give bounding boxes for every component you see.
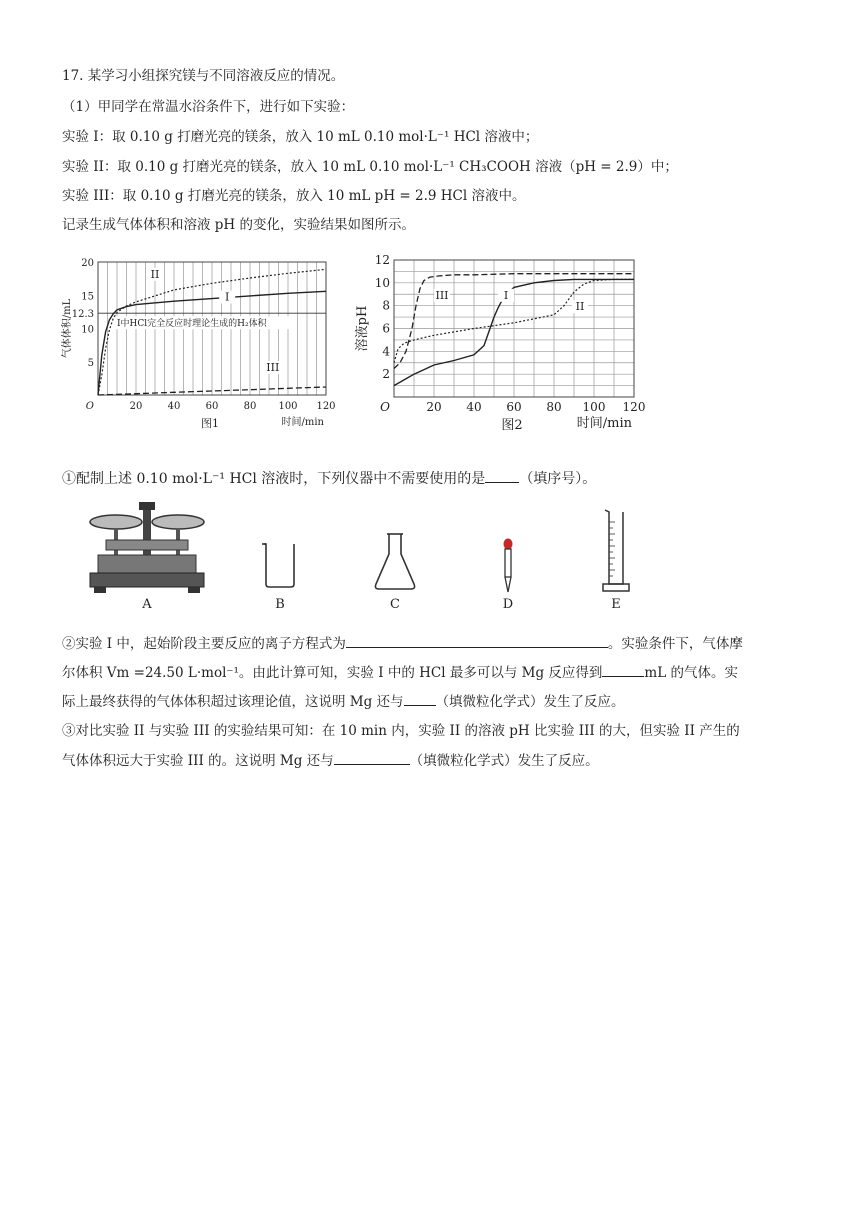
q1-answer-blank[interactable] (485, 468, 519, 483)
q2-text-a: ②实验 I 中，起始阶段主要反应的离子方程式为 (62, 636, 346, 652)
y-axis-title: 气体体积/mL (62, 298, 73, 359)
apparatus-label-e: E (611, 597, 621, 612)
x-axis-title: 时间/min (576, 416, 632, 431)
reference-annotation: I中HCl完全反应时理论生成的H₂体积 (117, 319, 267, 330)
y-tick-label: 8 (382, 298, 390, 313)
x-axis-title: 时间/min (281, 417, 324, 428)
q1-text: ①配制上述 0.10 mol·L⁻¹ HCl 溶液时，下列仪器中不需要使用的是 (62, 471, 486, 487)
origin-label: O (85, 401, 94, 412)
x-tick-label: 40 (167, 401, 181, 412)
series-label-ii: II (575, 300, 585, 314)
y-tick-label: 20 (81, 258, 94, 269)
series-label-ii: II (150, 267, 160, 281)
y-tick-label: 12 (374, 253, 390, 267)
q2-text-c: 尔体积 Vm =24.50 L·mol⁻¹。由此计算可知，实验 I 中的 HCl 最多可以与 Mg 反应得到 (62, 665, 603, 681)
series-label-iii: III (435, 288, 449, 302)
q2-equation-blank[interactable] (346, 633, 608, 648)
series-label-iii: III (266, 361, 280, 375)
figure-1-chart (60, 250, 350, 445)
y-tick-label: 10 (374, 275, 390, 290)
y-tick-label: 6 (382, 321, 390, 336)
x-tick-label: 120 (316, 401, 336, 412)
beaker-icon (260, 540, 300, 590)
figure-caption: 图2 (501, 418, 523, 433)
x-tick-label: 60 (506, 400, 522, 414)
experiment-2: 实验 II：取 0.10 g 打磨光亮的镁条，放入 10 mL 0.10 mol·L⁻¹ CH₃COOH 溶液（pH = 2.9）中； (62, 159, 678, 175)
apparatus-label-d: D (502, 597, 514, 612)
balance-icon (86, 500, 208, 595)
series-label-i: I (225, 290, 230, 304)
x-tick-label: 80 (546, 400, 562, 414)
experiment-3: 实验 III：取 0.10 g 打磨光亮的镁条，放入 10 mL pH = 2.9 HCl 溶液中。 (62, 188, 526, 204)
x-tick-label: 20 (426, 400, 442, 414)
origin-label: O (380, 400, 390, 414)
q2-text-b: 。实验条件下，气体摩 (607, 636, 743, 652)
y-tick-label: 10 (81, 324, 94, 336)
question-title: 17. 某学习小组探究镁与不同溶液反应的情况。 (62, 68, 345, 84)
y-tick-label: 5 (87, 357, 94, 369)
x-tick-label: 100 (278, 401, 298, 412)
q3-species-blank[interactable] (334, 750, 410, 765)
apparatus-label-c: C (390, 597, 400, 612)
x-tick-label: 60 (205, 401, 219, 412)
q3-text-c: （填微粒化学式）发生了反应。 (409, 753, 599, 769)
q3-text-b: 气体体积远大于实验 III 的。这说明 Mg 还与 (62, 753, 334, 769)
x-tick-label: 20 (129, 401, 143, 412)
x-tick-label: 100 (582, 400, 606, 414)
q3-text-a: ③对比实验 II 与实验 III 的实验结果可知：在 10 min 内，实验 II 的溶液 pH 比实验 III 的大，但实验 II 产生的 (62, 723, 740, 739)
apparatus-label-a: A (142, 597, 152, 612)
q2-text-d: mL 的气体。实 (644, 665, 738, 681)
y-tick-label: 12.3 (71, 309, 94, 321)
apparatus-label-b: B (275, 597, 285, 612)
y-tick-label: 4 (382, 344, 390, 359)
q2-text-f: （填微粒化学式）发生了反应。 (435, 694, 625, 710)
dropper-icon (500, 538, 516, 594)
figure-2-chart (352, 250, 652, 445)
y-tick-label: 15 (81, 291, 94, 303)
graduated-cylinder-icon (601, 508, 631, 594)
y-axis-title: 溶液pH (355, 305, 370, 352)
y-tick-label: 2 (382, 367, 390, 382)
q2-text-e: 际上最终获得的气体体积超过该理论值，这说明 Mg 还与 (62, 694, 404, 710)
x-tick-label: 40 (466, 400, 482, 414)
part1-intro: （1）甲同学在常温水浴条件下，进行如下实验： (62, 99, 355, 115)
q1-tail: （填序号）。 (519, 471, 597, 487)
q2-volume-blank[interactable] (602, 662, 644, 677)
figure-caption: 图1 (201, 417, 219, 430)
experiment-1: 实验 I：取 0.10 g 打磨光亮的镁条，放入 10 mL 0.10 mol·L⁻¹ HCl 溶液中； (62, 129, 539, 145)
record-note: 记录生成气体体积和溶液 pH 的变化，实验结果如图所示。 (62, 217, 415, 233)
x-tick-label: 120 (622, 400, 646, 414)
q2-species-blank[interactable] (404, 691, 436, 706)
erlenmeyer-flask-icon (372, 532, 418, 592)
series-label-i: I (503, 288, 509, 302)
x-tick-label: 80 (243, 401, 257, 412)
